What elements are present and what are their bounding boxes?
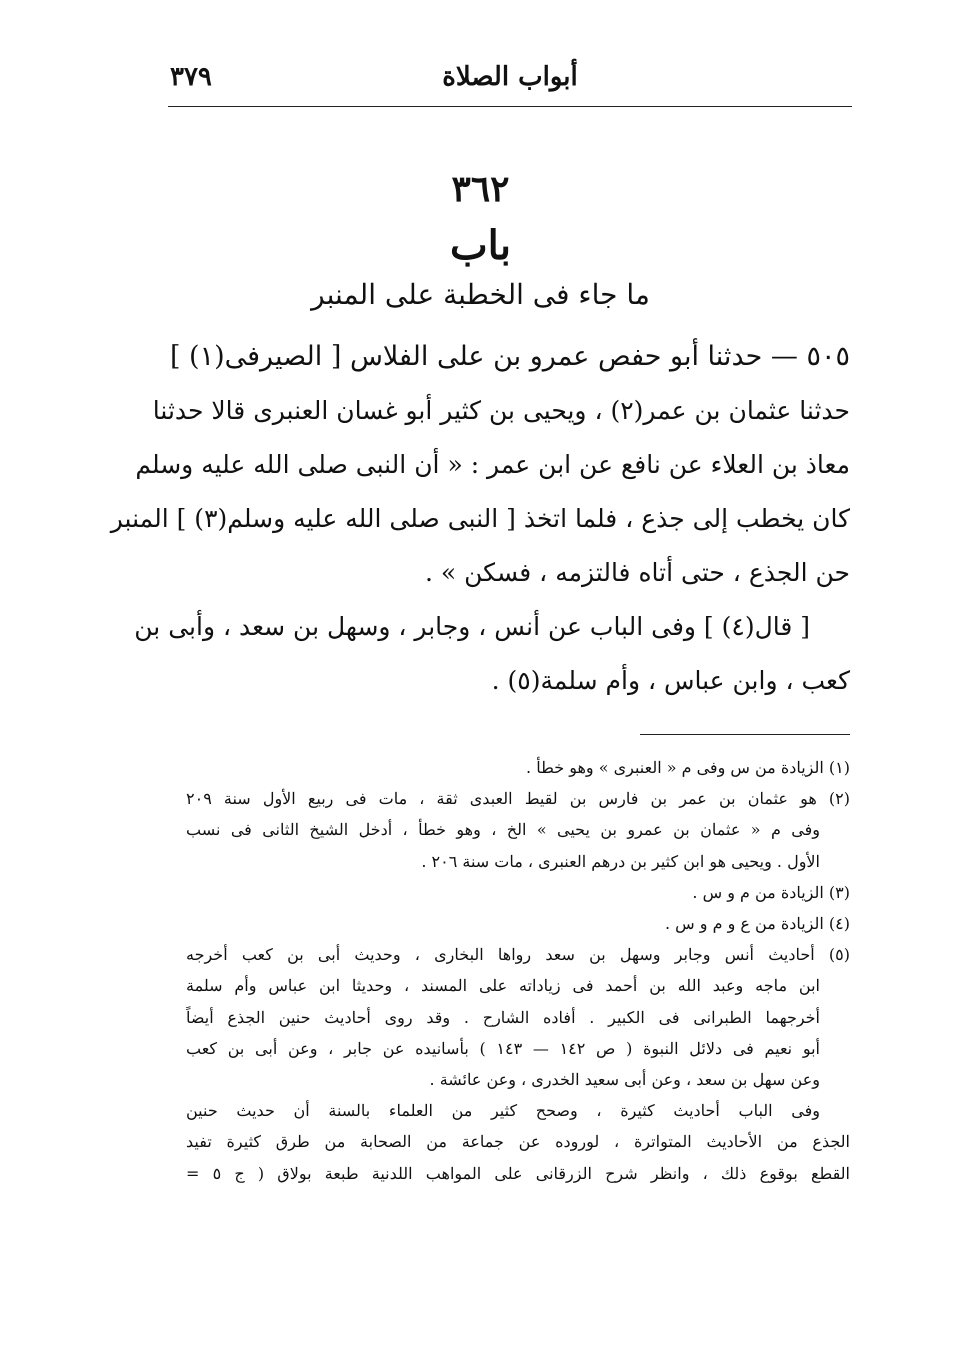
hadith-text	[110, 330, 850, 708]
running-title: أبواب الصلاة	[442, 62, 578, 92]
body-line: كان يخطب إلى جذع ، فلما اتخذ [ النبى صلى الله عليه وسلم(٣) ] المنبر	[110, 504, 850, 533]
body-line: معاذ بن العلاء عن نافع عن ابن عمر : « أن النبى صلى الله عليه وسلم	[135, 450, 850, 479]
chapter-title: ما جاء فى الخطبة على المنبر	[311, 278, 650, 311]
page-number: ٣٧٩	[170, 62, 212, 92]
footnote-line: وعن سهل بن سعد ، وعن أبى سعيد الخدرى ، وعن عائشة .	[429, 1070, 820, 1090]
footnote-line: وفى الباب أحاديث كثيرة ، وصحح كثير من العلماء بالسنة أن حديث حنين	[186, 1101, 820, 1121]
chapter-heading: باب	[450, 222, 511, 269]
footnote-line: الأول . ويحيى هو ابن كثير بن درهم العنبرى ، مات سنة ٢٠٦ .	[421, 851, 820, 871]
footnote-rule	[640, 734, 850, 735]
header-rule	[168, 106, 852, 107]
footnote-line: وفى م « عثمان بن عمرو بن يحيى » الخ ، وهو خطأ ، أدخل الشيخ الثانى فى نسب	[186, 820, 820, 840]
footnote-line: (٣) الزيادة من م و س .	[692, 882, 850, 902]
body-line: كعب ، وابن عباس ، وأم سلمة(٥) .	[491, 666, 850, 695]
footnote-line: أبو نعيم فى دلائل النبوة ( ص ١٤٢ — ١٤٣ ) بأسانيده عن جابر ، وعن أبى بن كعب	[186, 1038, 820, 1058]
footnote-line: (٥) أحاديث أنس وجابر وسهل بن سعد رواها البخارى ، وحديث أبى بن كعب أخرجه	[186, 945, 850, 965]
footnote-line: (٢) هو عثمان بن عمر بن فارس بن لقيط العبدى ثقة ، مات فى ربيع الأول سنة ٢٠٩	[186, 789, 850, 809]
body-line: [ قال(٤) ] وفى الباب عن أنس ، وجابر ، وسهل بن سعد ، وأبى بن	[134, 612, 810, 641]
body-line: حن الجذع ، حتى أتاه فالتزمه ، فسكن » .	[425, 558, 850, 587]
chapter-number: ٣٦٢	[451, 168, 510, 210]
footnote-line: ابن ماجه وعبد الله بن أحمد فى زياداته على المسند ، وحديثا ابن عباس وأم سلمة	[186, 976, 820, 996]
body-line: ٥٠٥ — حدثنا أبو حفص عمرو بن على الفلاس [ الصيرفى(١) ]	[169, 341, 850, 372]
footnotes	[186, 752, 850, 1189]
running-header	[170, 58, 850, 102]
footnote-line: أخرجهما الطبرانى فى الكبير . أفاده الشارح . وقد روى أحاديث حنين الجذع أيضاً	[186, 1007, 820, 1027]
footnote-line: (١) الزيادة من س وفى م « العنبرى » وهو خطأ .	[526, 758, 850, 777]
footnote-line: (٤) الزيادة من ع و م و س .	[664, 914, 850, 934]
footnote-line: الجذع من الأحاديث المتواترة ، لوروده عن جماعة من الصحابة من طرق كثيرة تفيد	[186, 1132, 851, 1152]
footnote-line: القطع بوقوع ذلك ، وانظر شرح الزرقانى على المواهب اللدنية طبعة بولاق ( ج ٥ =	[186, 1163, 850, 1183]
body-line: حدثنا عثمان بن عمر(٢) ، ويحيى بن كثير أبو غسان العنبرى قالا حدثنا	[152, 396, 850, 425]
